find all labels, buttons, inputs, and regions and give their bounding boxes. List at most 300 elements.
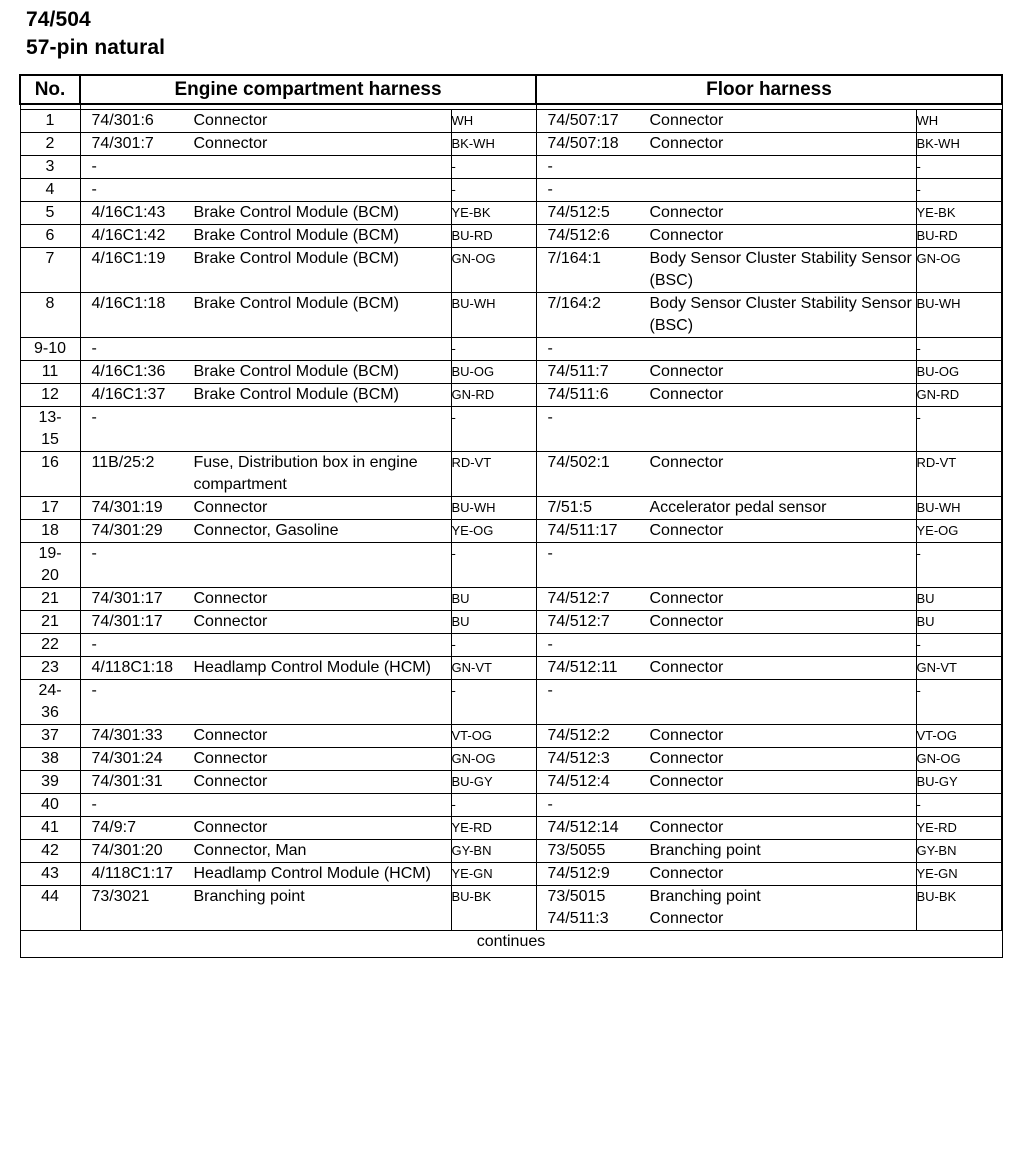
pin-number <box>20 588 80 611</box>
floor-component-desc: Connector <box>649 454 724 471</box>
engine-harness-cell <box>80 634 451 657</box>
pin-number <box>20 886 80 931</box>
engine-wire-color: - <box>451 543 536 588</box>
floor-wire-color: GY-BN <box>916 840 1002 863</box>
table-row <box>20 657 1002 680</box>
floor-entry <box>537 202 916 224</box>
floor-entry <box>537 794 916 816</box>
engine-component-desc: Connector <box>193 750 268 767</box>
column-header-engine-harness: Engine compartment harness <box>80 75 536 104</box>
floor-component-desc: Body Sensor Cluster Stability Sensor (BSC) <box>649 295 912 334</box>
engine-entry <box>81 817 451 839</box>
column-header-no: No. <box>20 75 80 104</box>
floor-entry <box>537 748 916 770</box>
pin-number <box>20 225 80 248</box>
engine-harness-cell <box>80 452 451 497</box>
floor-component-desc: Connector <box>649 386 724 403</box>
pin-number-line: 40 <box>41 796 59 813</box>
floor-wire-color: GN-OG <box>916 748 1002 771</box>
pin-number-line: 18 <box>41 522 59 539</box>
floor-wire-color: YE-RD <box>916 817 1002 840</box>
floor-component-id: 74/512:7 <box>547 613 610 630</box>
floor-entry <box>537 520 916 542</box>
engine-wire-color: BU-OG <box>451 361 536 384</box>
engine-harness-cell <box>80 338 451 361</box>
floor-harness-cell <box>536 886 916 931</box>
engine-component-id: 74/301:19 <box>91 499 163 516</box>
engine-entry <box>81 133 451 155</box>
engine-component-desc: Brake Control Module (BCM) <box>193 386 399 403</box>
pin-number <box>20 680 80 725</box>
floor-component-desc: Connector <box>649 865 724 882</box>
floor-wire-color: RD-VT <box>916 452 1002 497</box>
pin-number-line: 21 <box>41 590 59 607</box>
pin-number-line: 6 <box>45 227 55 244</box>
table-row <box>20 202 1002 225</box>
engine-component-id: 74/301:20 <box>91 842 163 859</box>
pin-number-line: 2 <box>45 135 55 152</box>
column-header-floor-harness: Floor harness <box>536 75 1002 104</box>
floor-wire-color: GN-RD <box>916 384 1002 407</box>
engine-entry <box>81 293 451 315</box>
engine-entry <box>81 840 451 862</box>
engine-entry <box>81 497 451 519</box>
floor-component-id: 74/502:1 <box>547 454 610 471</box>
engine-component-id: 4/16C1:36 <box>91 363 166 380</box>
floor-component-id: 7/164:1 <box>547 250 601 267</box>
engine-component-desc <box>194 179 451 201</box>
floor-harness-cell <box>536 338 916 361</box>
engine-entry <box>81 520 451 542</box>
pin-number <box>20 520 80 543</box>
pin-number-line: 43 <box>41 865 59 882</box>
floor-entry <box>537 588 916 610</box>
engine-harness-cell <box>80 680 451 725</box>
floor-component-id: - <box>547 636 553 653</box>
engine-entry <box>81 225 451 247</box>
floor-component-id: - <box>547 158 553 175</box>
table-header-row <box>20 75 1002 104</box>
floor-component-desc <box>650 543 916 565</box>
floor-harness-cell <box>536 840 916 863</box>
floor-entry <box>537 657 916 679</box>
floor-component-id: 73/5055 <box>547 842 606 859</box>
engine-wire-color: RD-VT <box>451 452 536 497</box>
engine-component-id: 74/301:17 <box>91 590 163 607</box>
engine-component-desc: Connector <box>193 773 268 790</box>
engine-harness-cell <box>80 725 451 748</box>
floor-entry <box>537 908 916 930</box>
pin-number-line: 3 <box>45 158 55 175</box>
continues-note: continues <box>20 931 1002 958</box>
floor-component-id: - <box>547 181 553 198</box>
floor-harness-cell <box>536 202 916 225</box>
pin-number <box>20 543 80 588</box>
floor-component-desc: Accelerator pedal sensor <box>649 499 827 516</box>
floor-component-id: 74/512:4 <box>547 773 610 790</box>
floor-wire-color: BU <box>916 588 1002 611</box>
table-row <box>20 840 1002 863</box>
floor-wire-color: - <box>916 543 1002 588</box>
engine-wire-color: BU <box>451 588 536 611</box>
floor-harness-cell <box>536 452 916 497</box>
floor-wire-color: - <box>916 179 1002 202</box>
engine-component-id: 74/301:6 <box>91 112 154 129</box>
table-row <box>20 110 1002 133</box>
table-row <box>20 407 1002 452</box>
pin-number <box>20 110 80 133</box>
pin-number-line: 11 <box>41 363 59 380</box>
engine-component-id: 74/301:29 <box>91 522 163 539</box>
engine-harness-cell <box>80 657 451 680</box>
floor-component-desc <box>650 794 916 816</box>
floor-component-desc: Branching point <box>649 888 761 905</box>
floor-wire-color: YE-BK <box>916 202 1002 225</box>
engine-wire-color: - <box>451 338 536 361</box>
engine-harness-cell <box>80 520 451 543</box>
engine-entry <box>81 202 451 224</box>
table-row <box>20 452 1002 497</box>
engine-component-desc: Connector, Gasoline <box>193 522 339 539</box>
table-row <box>20 886 1002 931</box>
connector-id-title: 74/504 <box>26 8 91 31</box>
pin-number-line: 12 <box>41 386 59 403</box>
table-row <box>20 520 1002 543</box>
floor-component-desc: Connector <box>649 659 724 676</box>
floor-component-id: - <box>547 796 553 813</box>
engine-component-desc: Connector <box>193 135 268 152</box>
engine-wire-color: BU-WH <box>451 293 536 338</box>
floor-component-desc: Body Sensor Cluster Stability Sensor (BSC) <box>649 250 912 289</box>
pin-number-line: 19- <box>38 545 62 562</box>
engine-harness-cell <box>80 611 451 634</box>
pin-number-line: 21 <box>41 613 59 630</box>
floor-wire-color: - <box>916 680 1002 725</box>
pin-number <box>20 338 80 361</box>
engine-component-desc <box>194 407 451 429</box>
pin-number <box>20 156 80 179</box>
engine-component-id: 74/301:7 <box>91 135 154 152</box>
table-row <box>20 794 1002 817</box>
table-row <box>20 863 1002 886</box>
engine-component-desc <box>194 338 451 360</box>
pin-number-line: 41 <box>41 819 59 836</box>
engine-component-desc: Brake Control Module (BCM) <box>193 295 399 312</box>
floor-entry <box>537 634 916 656</box>
table-row <box>20 384 1002 407</box>
floor-component-id: - <box>547 545 553 562</box>
engine-wire-color: - <box>451 634 536 657</box>
engine-wire-color: YE-BK <box>451 202 536 225</box>
engine-wire-color: BU-GY <box>451 771 536 794</box>
floor-harness-cell <box>536 248 916 293</box>
pin-number <box>20 611 80 634</box>
pin-number-line: 1 <box>45 112 55 129</box>
floor-entry <box>537 407 916 429</box>
engine-harness-cell <box>80 202 451 225</box>
engine-entry <box>81 794 451 816</box>
pin-number <box>20 634 80 657</box>
floor-wire-color: BU-GY <box>916 771 1002 794</box>
engine-entry <box>81 771 451 793</box>
engine-component-desc: Connector <box>193 590 268 607</box>
engine-component-id: 4/16C1:19 <box>91 250 166 267</box>
floor-entry <box>537 863 916 885</box>
floor-component-desc: Connector <box>649 819 724 836</box>
engine-component-desc <box>194 634 451 656</box>
pin-number <box>20 657 80 680</box>
floor-component-id: 74/511:3 <box>547 910 609 927</box>
table-row <box>20 725 1002 748</box>
engine-component-id: 4/16C1:18 <box>91 295 166 312</box>
floor-harness-cell <box>536 543 916 588</box>
engine-component-id: 4/16C1:37 <box>91 386 166 403</box>
engine-harness-cell <box>80 543 451 588</box>
floor-entry <box>537 248 916 292</box>
pin-number-line: 42 <box>41 842 59 859</box>
pin-number <box>20 840 80 863</box>
engine-wire-color: GN-OG <box>451 748 536 771</box>
floor-component-id: 74/511:7 <box>547 363 609 380</box>
pin-number-line: 24- <box>38 682 62 699</box>
floor-entry <box>537 725 916 747</box>
floor-harness-cell <box>536 725 916 748</box>
floor-harness-cell <box>536 794 916 817</box>
pin-number-line: 22 <box>41 636 59 653</box>
pin-number <box>20 863 80 886</box>
floor-harness-cell <box>536 133 916 156</box>
engine-entry <box>81 543 451 565</box>
floor-wire-color: BU-WH <box>916 497 1002 520</box>
engine-harness-cell <box>80 361 451 384</box>
floor-harness-cell <box>536 657 916 680</box>
floor-component-id: 74/507:18 <box>547 135 619 152</box>
engine-entry <box>81 886 451 908</box>
floor-entry <box>537 384 916 406</box>
engine-component-id: - <box>91 545 97 562</box>
floor-harness-cell <box>536 497 916 520</box>
floor-wire-color: - <box>916 407 1002 452</box>
pin-number <box>20 817 80 840</box>
floor-harness-cell <box>536 179 916 202</box>
table-row <box>20 338 1002 361</box>
engine-harness-cell <box>80 293 451 338</box>
floor-harness-cell <box>536 293 916 338</box>
engine-component-desc: Connector, Man <box>193 842 307 859</box>
floor-component-id: 73/5015 <box>547 888 606 905</box>
floor-harness-cell <box>536 748 916 771</box>
engine-harness-cell <box>80 384 451 407</box>
engine-component-id: 74/301:24 <box>91 750 163 767</box>
floor-component-id: 7/164:2 <box>547 295 601 312</box>
floor-wire-color: BK-WH <box>916 133 1002 156</box>
engine-component-desc: Brake Control Module (BCM) <box>193 363 399 380</box>
engine-component-desc: Brake Control Module (BCM) <box>193 204 399 221</box>
floor-wire-color: GN-OG <box>916 248 1002 293</box>
engine-component-id: 4/118C1:17 <box>91 865 174 882</box>
pin-number <box>20 748 80 771</box>
engine-harness-cell <box>80 225 451 248</box>
engine-wire-color: BU-BK <box>451 886 536 931</box>
floor-harness-cell <box>536 110 916 133</box>
connector-subtitle: 57-pin natural <box>26 36 166 59</box>
engine-component-desc <box>194 680 451 702</box>
floor-harness-cell <box>536 384 916 407</box>
engine-wire-color: BU <box>451 611 536 634</box>
floor-component-desc: Connector <box>649 910 724 927</box>
floor-harness-cell <box>536 611 916 634</box>
engine-harness-cell <box>80 863 451 886</box>
engine-wire-color: YE-GN <box>451 863 536 886</box>
engine-wire-color: - <box>451 156 536 179</box>
floor-component-id: 7/51:5 <box>547 499 592 516</box>
engine-component-desc: Brake Control Module (BCM) <box>193 250 399 267</box>
floor-component-id: - <box>547 682 553 699</box>
table-row <box>20 543 1002 588</box>
engine-component-desc: Connector <box>193 819 268 836</box>
pin-number-line: 23 <box>41 659 59 676</box>
floor-component-desc <box>650 179 916 201</box>
floor-component-desc <box>650 156 916 178</box>
table-row <box>20 293 1002 338</box>
floor-harness-cell <box>536 680 916 725</box>
floor-component-desc: Connector <box>649 112 724 129</box>
floor-entry <box>537 452 916 474</box>
engine-entry <box>81 611 451 633</box>
engine-entry <box>81 657 451 679</box>
floor-wire-color: VT-OG <box>916 725 1002 748</box>
engine-component-desc: Brake Control Module (BCM) <box>193 227 399 244</box>
engine-entry <box>81 361 451 383</box>
engine-entry <box>81 588 451 610</box>
engine-component-desc: Headlamp Control Module (HCM) <box>193 865 431 882</box>
engine-component-id: 11B/25:2 <box>91 454 155 471</box>
floor-entry <box>537 840 916 862</box>
pin-number <box>20 179 80 202</box>
floor-entry <box>537 361 916 383</box>
table-row <box>20 748 1002 771</box>
engine-component-id: - <box>91 682 97 699</box>
engine-entry <box>81 863 451 885</box>
engine-entry <box>81 634 451 656</box>
engine-harness-cell <box>80 497 451 520</box>
table-row <box>20 680 1002 725</box>
floor-component-desc: Connector <box>649 227 724 244</box>
engine-component-id: 74/9:7 <box>91 819 136 836</box>
floor-component-desc <box>650 338 916 360</box>
pin-number-line: 17 <box>41 499 59 516</box>
floor-harness-cell <box>536 520 916 543</box>
pin-number-line: 15 <box>41 431 59 448</box>
floor-entry <box>537 771 916 793</box>
floor-component-id: - <box>547 340 553 357</box>
engine-wire-color: - <box>451 680 536 725</box>
engine-component-desc: Headlamp Control Module (HCM) <box>193 659 431 676</box>
engine-wire-color: GY-BN <box>451 840 536 863</box>
floor-harness-cell <box>536 863 916 886</box>
engine-harness-cell <box>80 248 451 293</box>
engine-entry <box>81 407 451 429</box>
floor-component-desc <box>650 407 916 429</box>
engine-wire-color: GN-RD <box>451 384 536 407</box>
engine-entry <box>81 338 451 360</box>
pin-number <box>20 248 80 293</box>
engine-entry <box>81 156 451 178</box>
pin-number <box>20 202 80 225</box>
pin-number-line: 44 <box>41 888 59 905</box>
floor-wire-color: BU-WH <box>916 293 1002 338</box>
engine-component-desc <box>194 156 451 178</box>
engine-harness-cell <box>80 407 451 452</box>
engine-harness-cell <box>80 771 451 794</box>
floor-entry <box>537 293 916 337</box>
floor-component-id: 74/512:9 <box>547 865 610 882</box>
table-row <box>20 225 1002 248</box>
floor-harness-cell <box>536 225 916 248</box>
engine-harness-cell <box>80 133 451 156</box>
floor-entry <box>537 817 916 839</box>
floor-entry <box>537 179 916 201</box>
pin-number <box>20 293 80 338</box>
floor-entry <box>537 611 916 633</box>
floor-wire-color: YE-OG <box>916 520 1002 543</box>
engine-harness-cell <box>80 156 451 179</box>
document-header <box>26 6 165 62</box>
pin-number <box>20 771 80 794</box>
floor-component-desc: Connector <box>649 773 724 790</box>
table-row <box>20 133 1002 156</box>
floor-entry <box>537 543 916 565</box>
floor-wire-color: - <box>916 634 1002 657</box>
engine-component-desc: Branching point <box>193 888 305 905</box>
floor-component-desc <box>650 680 916 702</box>
engine-harness-cell <box>80 817 451 840</box>
engine-entry <box>81 110 451 132</box>
floor-component-id: 74/512:11 <box>547 659 618 676</box>
floor-entry <box>537 133 916 155</box>
floor-component-desc: Connector <box>649 590 724 607</box>
engine-wire-color: YE-OG <box>451 520 536 543</box>
floor-entry <box>537 338 916 360</box>
pin-number <box>20 407 80 452</box>
engine-entry <box>81 248 451 270</box>
engine-component-desc <box>194 543 451 565</box>
floor-wire-color: BU-RD <box>916 225 1002 248</box>
engine-wire-color: YE-RD <box>451 817 536 840</box>
floor-wire-color: YE-GN <box>916 863 1002 886</box>
table-row <box>20 361 1002 384</box>
floor-component-id: - <box>547 409 553 426</box>
floor-component-desc: Connector <box>649 750 724 767</box>
floor-component-id: 74/511:17 <box>547 522 618 539</box>
floor-component-id: 74/512:3 <box>547 750 610 767</box>
floor-entry <box>537 110 916 132</box>
floor-wire-color: BU-BK <box>916 886 1002 931</box>
engine-wire-color: BU-WH <box>451 497 536 520</box>
engine-component-id: 73/3021 <box>91 888 150 905</box>
engine-component-id: - <box>91 340 97 357</box>
floor-wire-color: GN-VT <box>916 657 1002 680</box>
engine-harness-cell <box>80 886 451 931</box>
engine-wire-color: - <box>451 407 536 452</box>
engine-component-id: 74/301:33 <box>91 727 163 744</box>
floor-component-id: 74/512:6 <box>547 227 610 244</box>
floor-component-desc: Connector <box>649 522 724 539</box>
floor-component-desc: Connector <box>649 613 724 630</box>
engine-component-id: - <box>91 181 97 198</box>
table-row <box>20 497 1002 520</box>
engine-component-id: 4/16C1:42 <box>91 227 166 244</box>
